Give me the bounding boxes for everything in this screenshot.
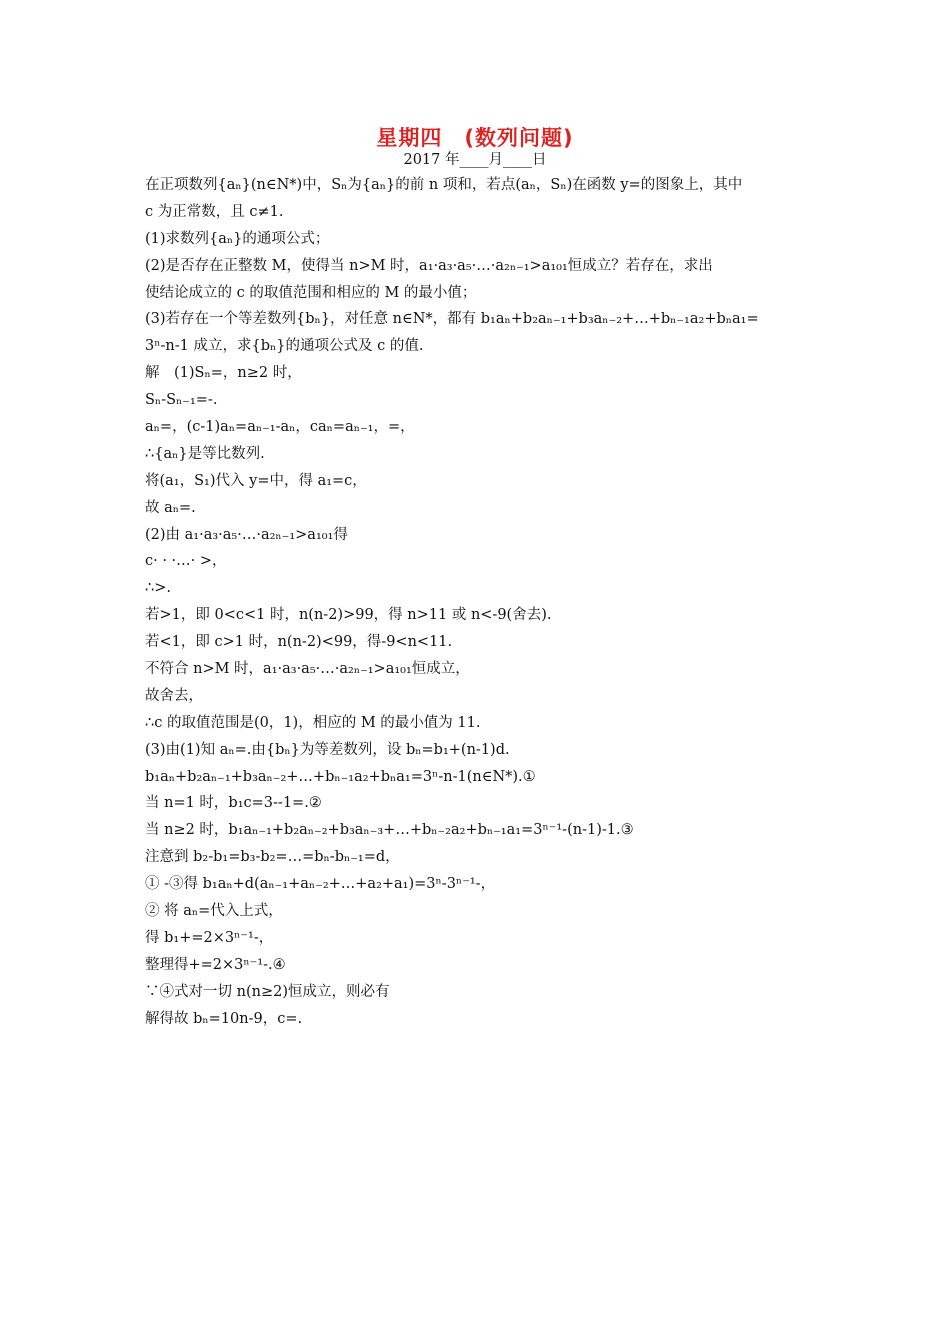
text-line: ∴c 的取值范围是(0，1)，相应的 M 的最小值为 11.	[145, 714, 481, 731]
text-line: 当 n=1 时，b₁c=3--1=.②	[145, 795, 322, 812]
text-line: (3)由(1)知 aₙ=.由{bₙ}为等差数列，设 bₙ=b₁+(n-1)d.	[145, 741, 510, 758]
text-line: ① -③得 b₁aₙ+d(aₙ₋₁+aₙ₋₂+…+a₂+a₁)=3ⁿ-3ⁿ⁻¹-，	[145, 876, 496, 893]
text-line: 在正项数列{aₙ}(n∈N*)中，Sₙ为{aₙ}的前 n 项和，若点(aₙ，Sₙ)在函数 y=的图象上，其中	[145, 177, 743, 193]
text-line: (1)求数列{aₙ}的通项公式；	[145, 230, 330, 247]
text-line: 不符合 n>M 时，a₁·a₃·a₅·…·a₂ₙ₋₁>a₁₀₁恒成立，	[145, 661, 470, 678]
text-line: Sₙ-Sₙ₋₁=-.	[145, 392, 218, 409]
page-title: 星期四 (数列问题)	[376, 126, 574, 150]
text-line: (3)若存在一个等差数列{bₙ}，对任意 n∈N*，都有 b₁aₙ+b₂aₙ₋₁+b₃aₙ₋₂+…+bₙ₋₁a₂+bₙa₁=	[145, 311, 759, 328]
date-line: 2017 年____月____日	[403, 152, 547, 168]
text-line: 若<1，即 c>1 时，n(n-2)<99，得-9<n<11.	[145, 634, 453, 651]
text-line: ② 将 aₙ=代入上式，	[145, 903, 283, 920]
text-line: ∵④式对一切 n(n≥2)恒成立，则必有	[145, 983, 390, 1000]
text-line: c 为正常数，且 c≠1.	[145, 203, 284, 220]
text-line: b₁aₙ+b₂aₙ₋₁+b₃aₙ₋₂+…+bₙ₋₁a₂+bₙa₁=3ⁿ-n-1(n∈N*).①	[145, 768, 536, 785]
text-line: 将(a₁，S₁)代入 y=中，得 a₁=c，	[145, 472, 367, 489]
text-line: 注意到 b₂-b₁=b₃-b₂=…=bₙ-bₙ₋₁=d，	[145, 849, 400, 866]
text-line: (2)是否存在正整数 M，使得当 n>M 时，a₁·a₃·a₅·…·a₂ₙ₋₁>a₁₀₁恒成立？若存在，求出	[145, 257, 713, 274]
text-line: ∴>.	[145, 580, 171, 597]
text-line: c· · ·…· >，	[145, 553, 227, 570]
text-line: 解得故 bₙ=10n-9，c=.	[145, 1010, 303, 1027]
text-line: 故舍去，	[145, 687, 203, 704]
text-line: aₙ=，(c-1)aₙ=aₙ₋₁-aₙ，caₙ=aₙ₋₁，=，	[145, 419, 415, 436]
text-line: 使结论成立的 c 的取值范围和相应的 M 的最小值；	[145, 284, 477, 301]
text-line: 若>1，即 0<c<1 时，n(n-2)>99，得 n>11 或 n<-9(舍去).	[145, 607, 552, 624]
text-line: (2)由 a₁·a₃·a₅·…·a₂ₙ₋₁>a₁₀₁得	[145, 526, 348, 543]
text-line: 3ⁿ-n-1 成立，求{bₙ}的通项公式及 c 的值.	[145, 338, 424, 355]
text-line: 故 aₙ=.	[145, 499, 196, 516]
text-line: 解 (1)Sₙ=，n≥2 时，	[145, 365, 302, 382]
text-line: 整理得+=2×3ⁿ⁻¹-.④	[145, 956, 286, 973]
text-line: 当 n≥2 时，b₁aₙ₋₁+b₂aₙ₋₂+b₃aₙ₋₃+…+bₙ₋₂a₂+bₙ₋₁a₁=3ⁿ⁻¹-(n-1)-1.③	[145, 822, 634, 839]
problem-body	[145, 172, 810, 1033]
text-line: ∴{aₙ}是等比数列.	[145, 445, 265, 462]
text-line: 得 b₁+=2×3ⁿ⁻¹-，	[145, 929, 274, 946]
